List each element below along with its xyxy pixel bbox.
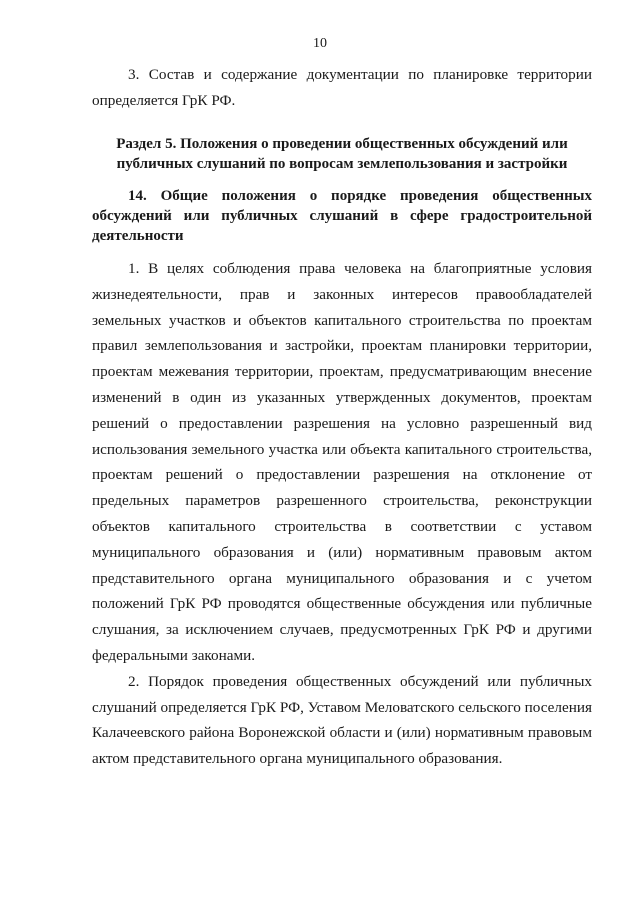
article-paragraph-2: 2. Порядок проведения общественных обсуждений или публичных слушаний определяется ГрК РФ, Уставом Меловатского сельского поселения Калачеевского района Воронежской области и (или) нормативным правовым актом представительного органа муниципального образования. [92, 672, 592, 768]
page-number: 10 [313, 36, 327, 51]
article-heading-text: 14. Общие положения о порядке проведения общественных обсуждений или публичных слушаний в сфере градостроительной деятельности [92, 188, 592, 244]
item-3-text: 3. Состав и содержание документации по планировке территории определяется ГрК РФ. [92, 66, 592, 109]
article-paragraph-1: 1. В целях соблюдения права человека на благоприятные условия жизнедеятельности, прав и законных интересов правообладателей земельных участков и объектов капитального строительства по проектам правил землепользования и застройки, проектам планировки территории, проектам межевания территории, проектам, предусматривающим внесение изменений в один из указанных утвержденных документов, проектам решений о предоставлении разрешения на условно разрешенный вид использования земельного участка или объекта капитального строительства, проектам решений о предоставлении разрешения на отклонение от предельных параметров разрешенного строительства, реконструкции объектов капитального строительства в соответствии с уставом муниципального образования и (или) нормативным правовым актом представительного органа муниципального образования и с учетом положений ГрК РФ проводятся общественные обсуждения или публичные слушания, за исключением случаев, предусмотренных ГрК РФ и другими федеральными законами. [92, 260, 592, 664]
item-3 [92, 62, 592, 113]
article-14-heading [92, 186, 592, 246]
article-14-body [92, 256, 592, 772]
section-5-heading [92, 134, 592, 174]
section-heading-text: Раздел 5. Положения о проведении общественных обсуждений или публичных слушаний по вопросам землепользования и застройки [116, 136, 568, 172]
